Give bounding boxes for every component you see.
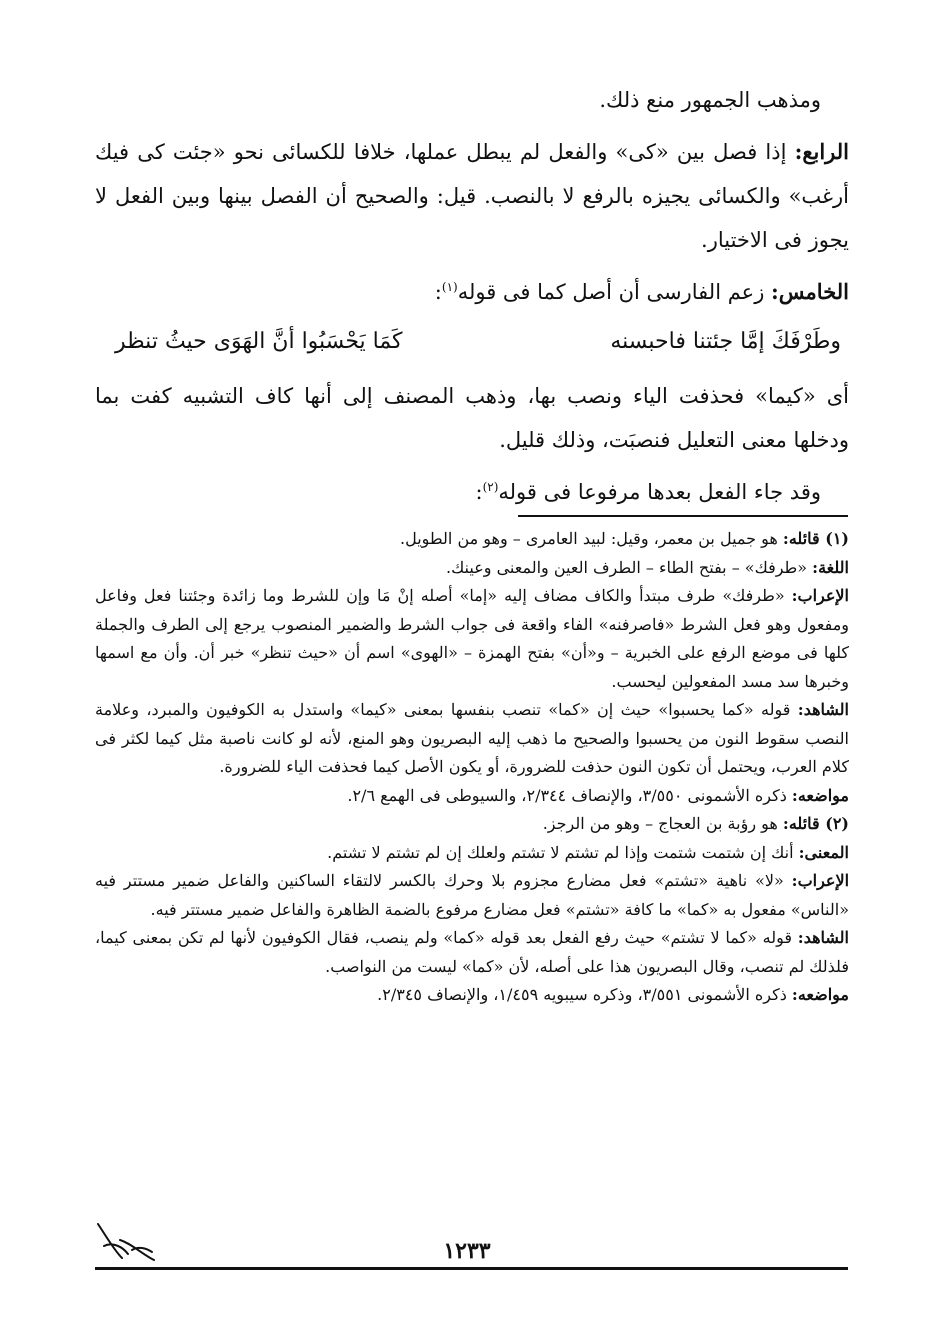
footnote-2-parsing: الإعراب: «لا» ناهية «تشتم» فعل مضارع مجزوم بلا وحرك بالكسر لالتقاء الساكنين والفاعل ضمير مستتر فيه «الناس» مفعول به «كما» ما كافة «تشتم» فعل مضارع مرفوع بالضمة الظاهرة والفاعل ضمير مستتر فيه. xyxy=(95,871,850,919)
footnote-2-author: (٢) قائله: هو رؤبة بن العجاج – وهو من الرجز. xyxy=(542,814,849,833)
verse xyxy=(95,320,849,364)
main-text xyxy=(95,78,849,522)
footnote-1-author: (١) قائله: هو جميل بن معمر، وقيل: لبيد العامرى – وهو من الطويل. xyxy=(400,529,849,548)
verse-first-hemistich: وطَرْفَكَ إمَّا جئتنا فاحبسنه xyxy=(610,329,841,354)
paragraph-fourth: الرابع: إذا فصل بين «كى» والفعل لم يبطل عملها، خلافا للكسائى نحو «جئت كى فيك أرغب» والكسائى يجيزه بالرفع لا بالنصب. قيل: والصحيح أن الفصل بينها وبين الفعل لا يجوز فى الاختيار. xyxy=(95,139,849,252)
footnote-1-evidence: الشاهد: قوله «كما يحسبوا» حيث إن «كما» تنصب بنفسها بمعنى «كيما» واستدل به الكوفيون والمبرد، وعلامة النصب سقوط النون من يحسبوا والصحيح ما ذهب إليه البصريون وهو المنع، لأنه لو كانت ناصبة مثل كيما لكثر فى كلام العرب، ويحتمل أن تكون النون حذفت للضرورة، أو يكون الأصل كيما فحذفت الياء للضرورة. xyxy=(95,700,849,776)
paragraph-raf: وقد جاء الفعل بعدها مرفوعا فى قوله$^{(٢)}$: xyxy=(475,480,821,504)
paragraph-explanation: أى «كيما» فحذفت الياء ونصب بها، وذهب المصنف إلى أنها كاف التشبيه كفت بما ودخلها معنى التعليل فنصبَت، وذلك قليل. xyxy=(95,384,849,452)
paragraph-fifth: الخامس: زعم الفارسى أن أصل كما فى قوله$^{(١)}$: xyxy=(434,279,849,304)
label-fifth: الخامس: xyxy=(771,279,849,304)
paragraph-intro: ومذهب الجمهور منع ذلك. xyxy=(599,88,821,112)
footnote-1-sources: مواضعه: ذكره الأشمونى ٣/٥٥٠، والإنصاف ٢/٣٤٤، والسيوطى فى الهمع ٢/٦. xyxy=(347,785,849,805)
label-fourth: الرابع: xyxy=(794,139,849,164)
footnote-1-parsing: الإعراب: «طرفك» طرف مبتدأ والكاف مضاف إليه «إما» أصله إنْ مَا وإن للشرط وما زائدة وجئتنا فعل وفاعل ومفعول وهو فعل الشرط «فاصرفنه» الفاء واقعة فى جواب الشرط والضمير المنصوب يرجع إلى الطرف والجملة كلها فى موضع الرفع على الخبرية – و«أن» بفتح الهمزة – «الهوى» اسم أن «حيث تنظر» خبر أن. وأن مع اسمها وخبرها سد مسد المفعولين ليحسب. xyxy=(95,586,849,691)
footnote-2-sources: مواضعه: ذكره الأشمونى ٣/٥٥١، وذكره سيبويه ١/٤٥٩، والإنصاف ٢/٣٤٥. xyxy=(377,985,849,1004)
footnote-ref-2: (٢) xyxy=(482,480,499,494)
footnote-ref-1: (١) xyxy=(441,280,458,294)
ornament-icon xyxy=(92,1216,162,1266)
page-number: ١٢٣٣ xyxy=(443,1238,491,1264)
footnote-2-meaning: المعنى: أنك إن شتمت شتمت وإذا لم تشتم لا تشتم ولعلك إن لم تشتم لا تشتم. xyxy=(327,842,849,862)
footnote-separator xyxy=(518,515,848,517)
footnote-2-evidence: الشاهد: قوله «كما لا تشتم» حيث رفع الفعل بعد قوله «كما» ولم ينصب، فقال الكوفيون لأنها لم تكن بمعنى كيما، فلذلك لم تنصب، وقال البصريون هذا على أصله، لأن «كما» ليست من النواصب. xyxy=(95,928,849,976)
footnotes xyxy=(95,525,849,1010)
verse-second-hemistich: كَمَا يَحْسَبُوا أنَّ الهَوَى حيثُ تنظر xyxy=(115,329,403,354)
bottom-rule xyxy=(95,1267,848,1270)
footnote-1-lexicon: اللغة: «طرفك» – بفتح الطاء – الطرف العين والمعنى وعينك. xyxy=(445,557,849,577)
